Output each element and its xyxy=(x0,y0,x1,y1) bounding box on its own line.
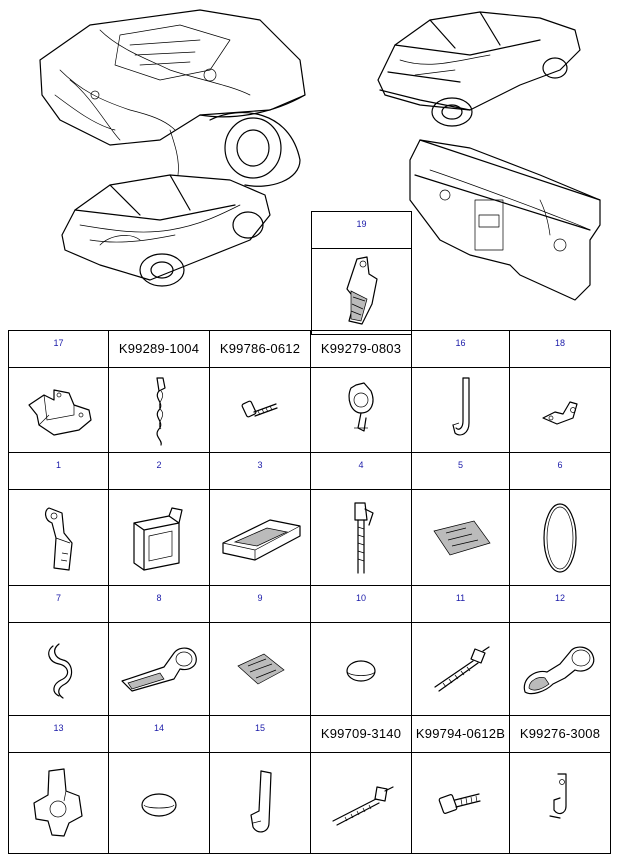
part-number-label: 4 xyxy=(358,460,364,470)
part-image-19 xyxy=(312,249,412,335)
part-code-label: K99709-3140 xyxy=(320,726,402,741)
sedan-rear-illustration xyxy=(378,12,580,126)
bracket-icon xyxy=(19,375,99,445)
grid-header-row xyxy=(9,453,611,490)
band-clip-icon xyxy=(515,634,605,704)
grommet-icon xyxy=(134,783,184,823)
part-number-label: 6 xyxy=(557,460,563,470)
clamp-bracket-icon xyxy=(24,761,94,846)
part-number-label: 19 xyxy=(356,219,367,229)
part-code-label: K99289-1004 xyxy=(118,341,200,356)
grid-header-row xyxy=(9,331,611,368)
part-number-label: 8 xyxy=(156,593,162,603)
grid-image-row xyxy=(9,753,611,854)
part-number-label: 9 xyxy=(257,593,263,603)
part-number-label: 14 xyxy=(153,723,164,733)
cable-tie-icon xyxy=(321,773,401,833)
part-number-label: 5 xyxy=(457,460,463,470)
part-number-label: 7 xyxy=(55,593,61,603)
small-bracket-icon xyxy=(535,390,585,430)
angle-bracket-icon xyxy=(34,498,84,578)
dashboard-harness-illustration xyxy=(410,140,600,300)
part-number-label: 1 xyxy=(55,460,61,470)
bolt-icon xyxy=(431,778,491,828)
part-code-label: K99794-0612B xyxy=(415,726,506,741)
part-number-label: 2 xyxy=(156,460,162,470)
tie-clip-icon xyxy=(341,495,381,580)
grid-image-row xyxy=(9,490,611,586)
part-number-label: 11 xyxy=(455,593,466,603)
part-number-label: 10 xyxy=(355,593,366,603)
cable-tie-icon xyxy=(139,373,179,448)
engine-bay-harness-illustration xyxy=(40,10,305,186)
hook-bracket-icon xyxy=(441,373,481,448)
part-code-label: K99786-0612 xyxy=(219,341,301,356)
part-number-label: 18 xyxy=(554,338,565,348)
clip-icon xyxy=(540,766,580,841)
band-clip-icon xyxy=(114,639,204,699)
grid-image-row xyxy=(9,623,611,716)
hook-bracket-icon xyxy=(235,763,285,843)
part-header-19 xyxy=(312,212,412,249)
part-number-label: 13 xyxy=(53,723,64,733)
part-number-label: 17 xyxy=(53,338,64,348)
grid-header-row xyxy=(9,716,611,753)
ring-icon xyxy=(535,498,585,578)
part-cell-19 xyxy=(311,211,412,335)
foam-pad-icon xyxy=(426,513,496,563)
part-number-label: 12 xyxy=(554,593,565,603)
routing-clip-icon xyxy=(327,249,397,329)
part-number-label: 15 xyxy=(254,723,265,733)
cable-tie-icon xyxy=(421,639,501,699)
plug-icon xyxy=(336,649,386,689)
vehicle-illustrations xyxy=(0,0,617,330)
sedan-interior-harness-illustration xyxy=(62,175,270,286)
foam-pad-icon xyxy=(230,644,290,694)
box-clip-icon xyxy=(124,498,194,578)
grid-header-row xyxy=(9,586,611,623)
part-number-label: 16 xyxy=(455,338,466,348)
grid-image-row xyxy=(9,368,611,453)
part-number-label: 3 xyxy=(257,460,263,470)
part-code-label: K99276-3008 xyxy=(519,726,601,741)
parts-grid xyxy=(8,330,611,854)
s-clip-icon xyxy=(39,634,79,704)
tray-clip-icon xyxy=(215,508,305,568)
bolt-icon xyxy=(230,390,290,430)
part-code-label: K99279-0803 xyxy=(320,341,402,356)
clip-icon xyxy=(336,373,386,448)
